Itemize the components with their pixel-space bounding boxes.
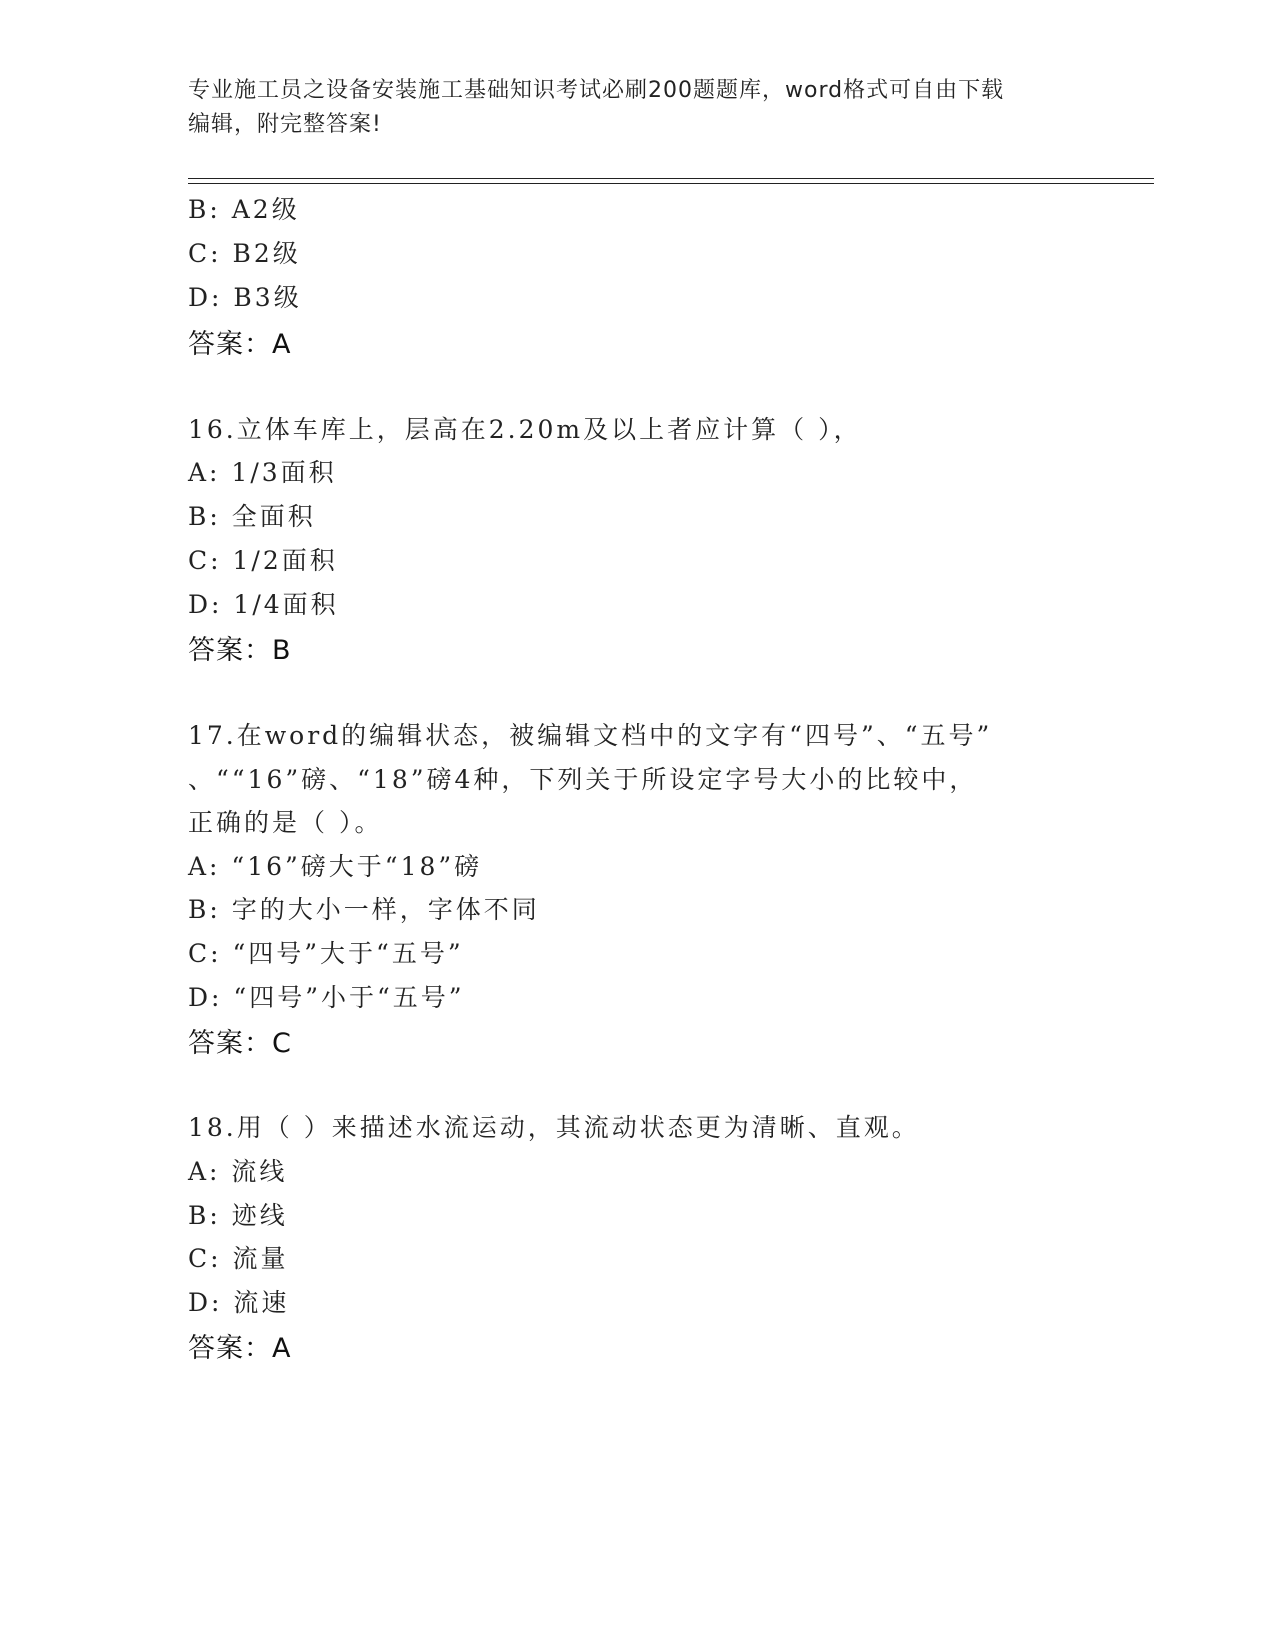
q16-option-b: B: 全面积: [188, 502, 316, 531]
q16-answer: 答案：B: [188, 635, 292, 666]
q16-option-c: C: 1/2面积: [188, 546, 338, 575]
header-divider-top: [188, 178, 1154, 179]
header-title-line1: 专业施工员之设备安装施工基础知识考试必刷200题题库，word格式可自由下载: [188, 78, 1005, 103]
q16-option-d: D: 1/4面积: [188, 590, 339, 619]
q18-option-a: A: 流线: [188, 1157, 288, 1186]
document-header: [188, 74, 1088, 142]
q17-option-a: A: “16”磅大于“18”磅: [188, 852, 483, 881]
q16-stem: 16.立体车库上，层高在2.20m及以上者应计算（ ），: [188, 415, 862, 444]
q17-option-c: C: “四号”大于“五号”: [188, 939, 464, 968]
q17-stem-line1: 17.在word的编辑状态，被编辑文档中的文字有“四号”、“五号”: [188, 721, 993, 750]
q18-answer: 答案：A: [188, 1333, 292, 1364]
q17-stem-line2: 、““16”磅、“18”磅4种，下列关于所设定字号大小的比较中，: [188, 765, 978, 794]
q17-stem-line3: 正确的是（ ）。: [188, 808, 383, 837]
q17-option-d: D: “四号”小于“五号”: [188, 983, 465, 1012]
header-divider-bottom: [188, 183, 1154, 184]
q18-stem: 18.用（ ）来描述水流运动，其流动状态更为清晰、直观。: [188, 1113, 920, 1142]
q16-option-a: A: 1/3面积: [188, 458, 337, 487]
header-title-line2: 编辑，附完整答案!: [188, 112, 382, 137]
q18-option-c: C: 流量: [188, 1244, 289, 1273]
q18-option-d: D: 流速: [188, 1288, 290, 1317]
q15-option-b: B: A2级: [188, 195, 300, 224]
q17-option-b: B: 字的大小一样，字体不同: [188, 895, 540, 924]
q18-option-b: B: 迹线: [188, 1201, 288, 1230]
q17-answer: 答案：C: [188, 1028, 292, 1059]
q15-answer: 答案：A: [188, 329, 292, 360]
q15-option-d: D: B3级: [188, 283, 302, 312]
q15-option-c: C: B2级: [188, 239, 301, 268]
